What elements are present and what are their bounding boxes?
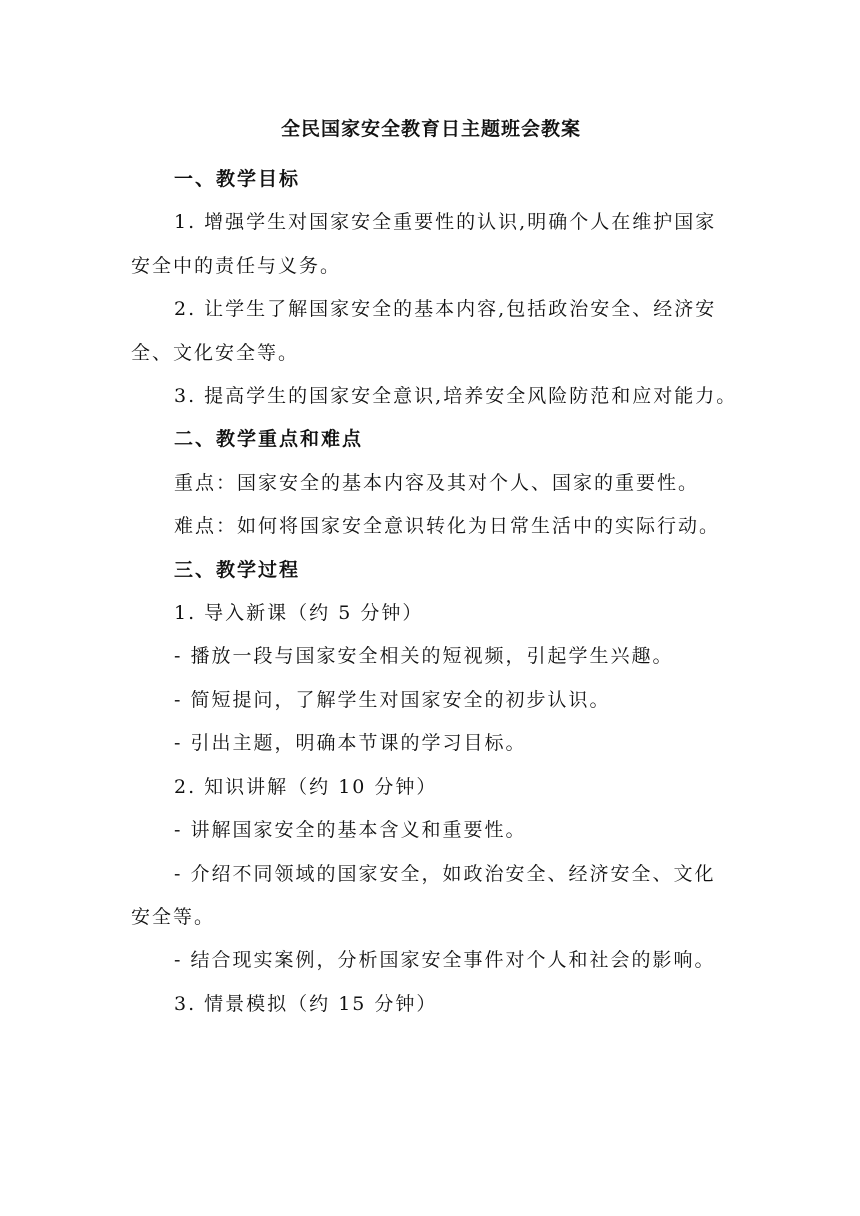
difficulty-paragraph: 难点：如何将国家安全意识转化为日常生活中的实际行动。 (174, 515, 721, 538)
process-step-1-item-c: - 引出主题，明确本节课的学习目标。 (174, 732, 527, 755)
section-heading-goals: 一、教学目标 (174, 168, 301, 190)
process-step-2-item-a: - 讲解国家安全的基本含义和重要性。 (174, 819, 527, 842)
process-step-2-item-c: - 结合现实案例，分析国家安全事件对个人和社会的影响。 (174, 949, 716, 972)
process-step-1-item-a: - 播放一段与国家安全相关的短视频，引起学生兴趣。 (174, 645, 674, 668)
document-title: 全民国家安全教育日主题班会教案 (280, 118, 581, 140)
section-heading-key-points: 二、教学重点和难点 (174, 428, 364, 451)
process-step-2: 2. 知识讲解（约 10 分钟） (174, 775, 438, 798)
process-step-1-item-b: - 简短提问，了解学生对国家安全的初步认识。 (174, 688, 611, 711)
process-step-2-item-b: - 介绍不同领域的国家安全，如政治安全、经济安全、文化安全等。 (131, 862, 716, 928)
document-body (131, 112, 738, 1026)
goal-paragraph-1: 1. 增强学生对国家安全重要性的认识,明确个人在维护国家安全中的责任与义务。 (131, 211, 717, 277)
process-step-1: 1. 导入新课（约 5 分钟） (174, 602, 424, 625)
goal-paragraph-3: 3. 提高学生的国家安全意识,培养安全风险防范和应对能力。 (174, 385, 738, 408)
process-step-3: 3. 情景模拟（约 15 分钟） (174, 992, 438, 1015)
key-point-paragraph: 重点：国家安全的基本内容及其对个人、国家的重要性。 (174, 471, 700, 494)
section-heading-process: 三、教学过程 (174, 558, 301, 581)
goal-paragraph-2: 2. 让学生了解国家安全的基本内容,包括政治安全、经济安全、文化安全等。 (131, 298, 717, 364)
